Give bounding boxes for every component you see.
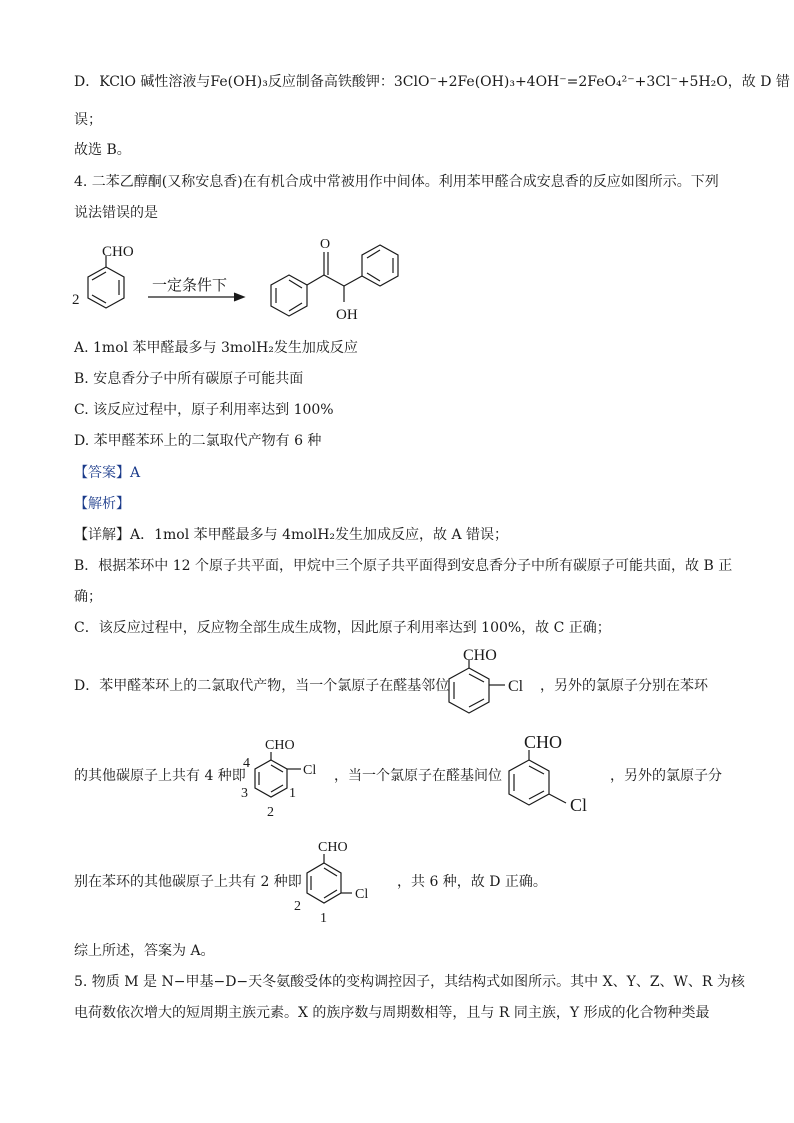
detail-d-line2-end: ，另外的氯原子分	[610, 768, 722, 784]
reaction-scheme	[70, 236, 410, 326]
question-4-stem-cont: 说法错误的是	[74, 205, 158, 221]
svg-text:CHO: CHO	[463, 647, 497, 664]
svg-text:Cl: Cl	[355, 887, 369, 902]
analysis-label: 【解析】	[74, 496, 130, 512]
svg-text:CHO: CHO	[265, 738, 295, 753]
benzaldehyde-cho: CHO	[102, 244, 134, 260]
line-choose-b: 故选 B。	[74, 142, 131, 158]
svg-text:2: 2	[294, 899, 301, 914]
detail-d-line3-start: 别在苯环的其他碳原子上共有 2 种即	[74, 874, 302, 890]
summary: 综上所述，答案为 A。	[74, 943, 215, 959]
svg-text:4: 4	[243, 756, 250, 771]
detail-d-line3-end: ，共 6 种，故 D 正确。	[397, 874, 547, 890]
detail-c: C．该反应过程中，反应物全部生成生成物，因此原子利用率达到 100%，故 C 正确；	[74, 620, 611, 636]
reaction-condition: 一定条件下	[152, 278, 228, 294]
question-5-stem: 5. 物质 M 是 N−甲基−D−天冬氨酸受体的变构调控因子，其结构式如图所示。其中 X、Y、Z、W、R 为核	[74, 974, 745, 990]
svg-text:Cl: Cl	[570, 795, 588, 815]
structure-ortho-chloro	[445, 644, 535, 724]
svg-text:Cl: Cl	[303, 763, 317, 778]
answer-label: 【答案】A	[74, 465, 141, 481]
option-c: C. 该反应过程中，原子利用率达到 100%	[74, 402, 334, 418]
line-wrong: 误；	[74, 112, 102, 128]
svg-text:1: 1	[320, 911, 327, 926]
svg-text:CHO: CHO	[318, 840, 348, 855]
detail-d-line2-mid: ，当一个氯原子在醛基间位	[334, 768, 502, 784]
structure-meta-numbered	[294, 836, 384, 932]
structure-meta-chloro	[500, 728, 600, 818]
line-option-d-prev: D．KClO 碱性溶液与Fe(OH)₃反应制备高铁酸钾：3ClO⁻+2Fe(OH)₃+4OH⁻=2FeO₄²⁻+3Cl⁻+5H₂O，故 D 错	[74, 74, 790, 90]
detail-d-line1-end: ，另外的氯原子分别在苯环	[540, 678, 708, 694]
svg-text:2: 2	[267, 805, 274, 820]
question-5-stem-cont: 电荷数依次增大的短周期主族元素。X 的族序数与周期数相等，且与 R 同主族，Y 形成的化合物种类最	[74, 1005, 710, 1021]
detail-b: B．根据苯环中 12 个原子共平面，甲烷中三个原子共平面得到安息香分子中所有碳原子可能共面，故 B 正	[74, 558, 733, 574]
detail-b-cont: 确；	[74, 589, 102, 605]
detail-d-line1-start: D．苯甲醛苯环上的二氯取代产物，当一个氯原子在醛基邻位	[74, 678, 450, 694]
structure-numbered-positions	[229, 736, 319, 826]
svg-text:1: 1	[289, 786, 296, 801]
option-b: B. 安息香分子中所有碳原子可能共面	[74, 371, 304, 387]
reaction-coefficient: 2	[72, 292, 80, 308]
option-a: A. 1mol 苯甲醛最多与 3molH₂发生加成反应	[74, 340, 358, 356]
option-d: D. 苯甲醛苯环上的二氯取代产物有 6 种	[74, 433, 322, 449]
question-4-stem: 4. 二苯乙醇酮(又称安息香)在有机合成中常被用作中间体。利用苯甲醛合成安息香的反应如图所示。下列	[74, 174, 719, 190]
detail-d-line2-start: 的其他碳原子上共有 4 种即	[74, 768, 246, 784]
svg-text:3: 3	[241, 786, 248, 801]
detail-a: 【详解】A．1mol 苯甲醛最多与 4molH₂发生加成反应，故 A 错误；	[74, 527, 509, 543]
svg-text:Cl: Cl	[508, 678, 524, 695]
svg-text:CHO: CHO	[524, 732, 563, 752]
benzoin-oh: OH	[336, 307, 358, 323]
benzoin-carbonyl-o: O	[320, 237, 331, 252]
